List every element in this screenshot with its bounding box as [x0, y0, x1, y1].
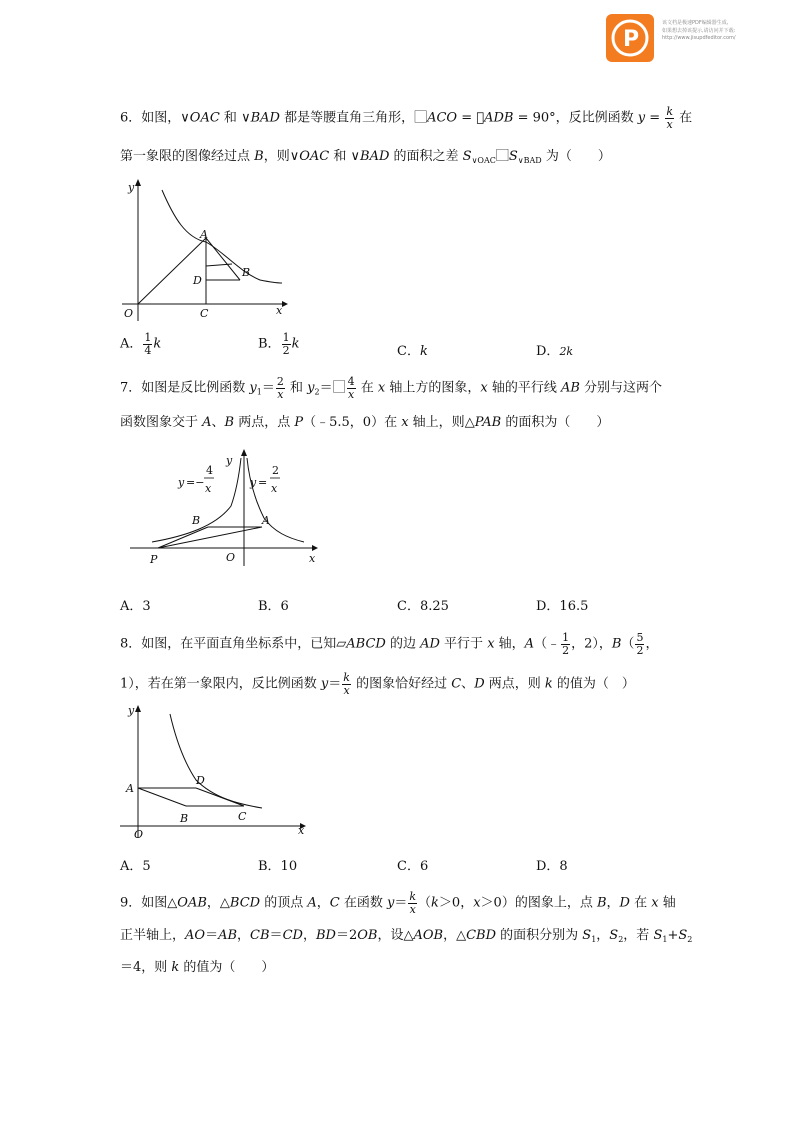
q7-line-2: 函数图象交于 A、B 两点，点 P（﹣5.5，0）在 x 轴上，则△PAB 的面积为（ ） [120, 415, 610, 430]
q7-label-a: A [262, 514, 270, 527]
q8-option-d: D．8 [536, 859, 568, 874]
q9-line-3: ＝4，则 k 的值为（ ） [120, 960, 275, 975]
q6-curve [162, 190, 282, 283]
q8-label-c: C [238, 810, 247, 823]
q8-option-b: B．10 [258, 859, 298, 874]
q6-option-a: A． $\frac{1}{4}$ k [120, 331, 162, 357]
watermark-line-1: 该文档是极速PDF编辑器生成, [662, 20, 729, 26]
q7-line-1: 7．如图是反比例函数 $y_1=$ $\frac{2}{x}$ 和 $y_2=$ $\frac{4}{x}$ 在 x 轴上方的图象，x 轴的平行线 AB 分别与这两个 [120, 375, 663, 401]
q8-label-o: O [134, 828, 144, 841]
q9-line-2: 正半轴上，AO＝AB，CB＝CD，BD＝2OB，设△AOB，△CBD 的面积分别为 $S_1$，$S_2$，若 $S_1+S_2$ [120, 928, 693, 944]
q7-label-xaxis: x [309, 552, 316, 565]
svg-text:2: 2 [272, 464, 279, 477]
q8-figure [114, 700, 314, 840]
svg-text:x: x [205, 482, 212, 495]
q7-label-o: O [226, 551, 236, 564]
q7-right-label-y: y [250, 476, 257, 489]
q6-label-x: x [276, 304, 283, 317]
q6-option-d: D．2k [536, 344, 574, 359]
q7-option-a: A．3 [120, 599, 151, 614]
svg-text:x: x [271, 482, 278, 495]
q8-option-c: C．6 [397, 859, 429, 874]
q8-line-2: 1），若在第一象限内，反比例函数 y＝ $\frac{k}{x}$ 的图象恰好经过 C、D 两点，则 k 的值为（ ） [120, 671, 635, 697]
q6-option-c: C．k [397, 344, 428, 359]
q6-label-c: C [200, 307, 209, 320]
q8-line-1: 8．如图，在平面直角坐标系中，已知▱ABCD 的边 AD 平行于 x 轴，A（﹣ $\frac{1}{2}$ ，2），B（ $\frac{5}{2}$ ， [120, 631, 659, 657]
q7-option-d: D．16.5 [536, 599, 589, 614]
q6-fraction: $\frac{k}{x}$ [666, 105, 673, 131]
q7-label-b: B [192, 514, 201, 527]
q6-line-1: 6．如图，∨OAC 和 ∨BAD 都是等腰直角三角形，ACO = ADB = 90°，反比例函数 y = $\frac{k}{x}$ 在 [120, 105, 693, 131]
q6-label-b: B [242, 266, 251, 279]
q8-label-b: B [180, 812, 189, 825]
q8-label-y: y [128, 704, 135, 717]
svg-text:=−: =− [186, 476, 205, 489]
q9-line-1: 9．如图△OAB，△BCD 的顶点 A，C 在函数 y＝ $\frac{k}{x}$ （k＞0，x＞0）的图象上，点 B，D 在 x 轴 [120, 890, 676, 916]
q7-figure [126, 448, 326, 572]
q7-option-c: C．8.25 [397, 599, 449, 614]
q8-label-x: x [298, 824, 305, 837]
q7-option-b: B．6 [258, 599, 289, 614]
q8-curve [170, 714, 262, 808]
watermark-text [662, 20, 736, 43]
q6-option-b: B． $\frac{1}{2}$ k [258, 331, 300, 357]
q7-label-yaxis: y [226, 454, 233, 467]
svg-text:4: 4 [206, 464, 213, 477]
q6-figure [112, 176, 292, 324]
q8-label-d: D [196, 774, 205, 787]
q7-curve-left [152, 458, 241, 542]
watermark-line-3: http://www.jisupdfeditor.com/ [662, 35, 736, 41]
pdf-p-logo-icon [606, 14, 654, 62]
q7-left-label-y: y [178, 476, 185, 489]
q6-label-d: D [193, 274, 202, 287]
q7-label-p: P [150, 553, 158, 566]
q6-label-a: A [200, 228, 208, 241]
watermark-line-2: 如果想去掉该提示,请访问并下载: [662, 27, 736, 34]
logo-letter: P [623, 27, 640, 52]
svg-text:=: = [258, 476, 268, 489]
q6-label-o: O [124, 307, 134, 320]
q8-label-a: A [126, 782, 134, 795]
q6-line-2: 第一象限的图像经过点 B，则∨OAC 和 ∨BAD 的面积之差 $S_{\vee OAC}⃞S_{\vee BAD}$ 为（ ） [120, 149, 611, 165]
q6-label-y: y [128, 181, 135, 194]
q8-option-a: A．5 [120, 859, 151, 874]
